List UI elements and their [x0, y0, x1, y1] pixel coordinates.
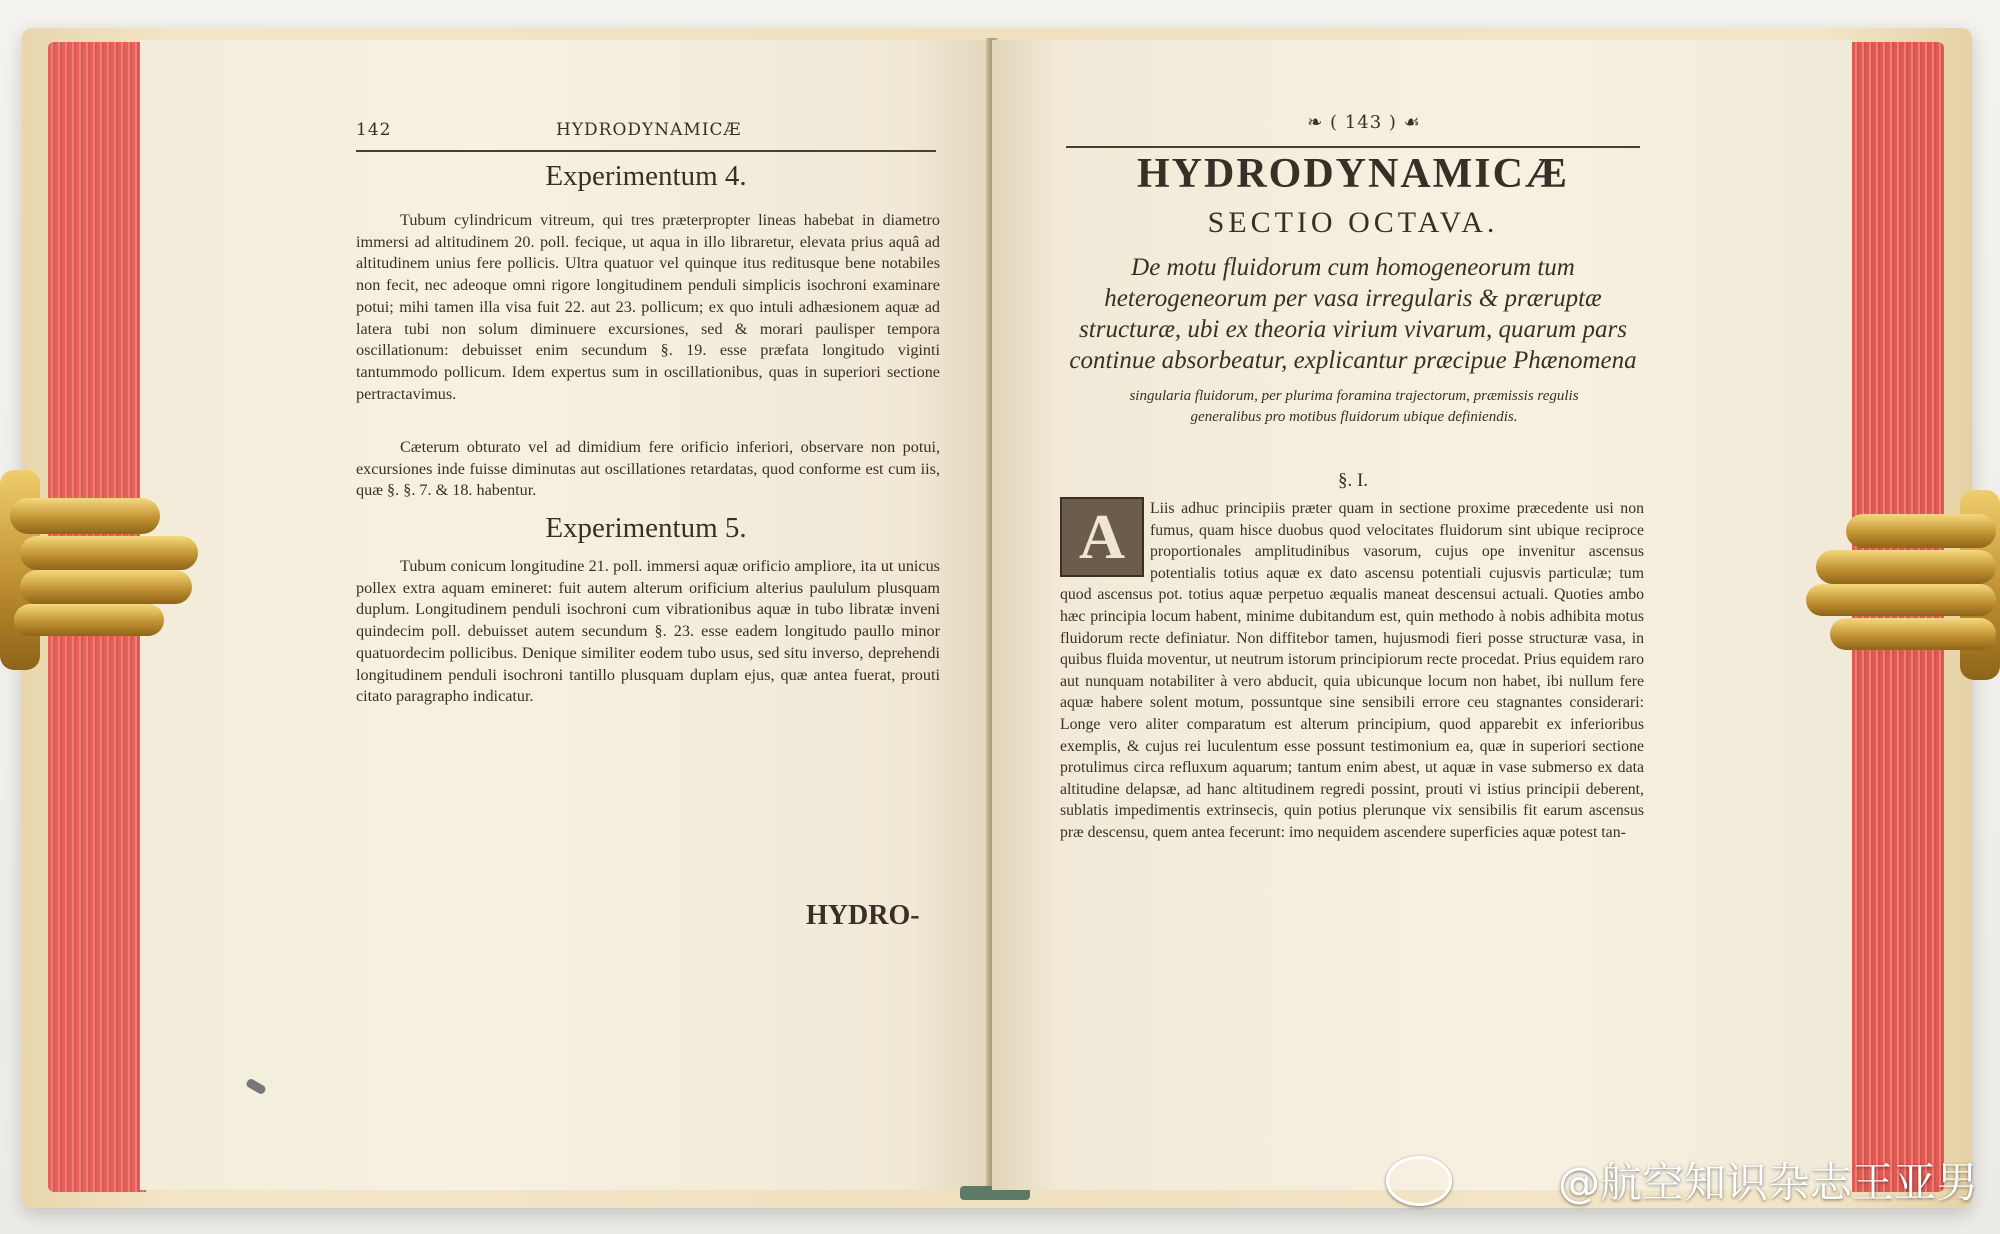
left-header-rule: [356, 150, 936, 152]
watermark-text: @航空知识杂志王亚男: [1557, 1158, 1978, 1207]
ornament-right-icon: ☙: [1396, 112, 1421, 133]
section-number: SECTIO OCTAVA.: [1207, 206, 1499, 239]
experiment-5-paragraph: Tubum conicum longitudine 21. poll. immersi aquæ orificio ampliore, ita ut unicus pollex extra aquam emineret: fuit autem alterum orificium alterius paululum plusquam duplum. Longitudinem penduli isochroni cum vibrationibus aquæ in tubo libratæ inveni quindecim poll. debuisset autem secundum §. 23. esse eadem longitudo paullo minor quatuordecim pollicibus. Denique similiter eodem tubo usus, sed situ inverso, deprehendi longitudinem penduli isochroni tantillo plusquam duplam ejus, quæ antea fuerat, prouti citato paragrapho indicatur.: [356, 557, 940, 706]
section-title: HYDRODYNAMICÆ: [1137, 151, 1569, 197]
paragraph-mark: §. I.: [1337, 470, 1369, 491]
ornament-left-icon: ❧: [1307, 112, 1331, 133]
experiment-4-title: Experimentum 4.: [545, 160, 747, 192]
right-page-number: ❧ ( 143 ) ☙: [1307, 112, 1421, 133]
initial-spacer: [1060, 498, 1150, 580]
right-header-rule: [1066, 146, 1640, 148]
weibo-logo-icon: [1386, 1156, 1452, 1206]
catchword: HYDRO-: [806, 900, 920, 931]
left-page-number: 142: [356, 120, 392, 140]
brass-hand-left-icon: [0, 470, 200, 670]
experiment-4-paragraph-2: Cæterum obturato vel ad dimidium fere orificio inferiori, observare non potui, excursiones inde fuisse diminutas aut oscillationes retardatas, quod conforme est cum iis, quæ §. §. 7. & 18. habentur.: [356, 438, 940, 500]
brass-hand-right-icon: [1800, 490, 2000, 680]
section-subtitle-large: De motu fluidorum cum homogeneorum tum heterogeneorum per vasa irregularis & præruptæ structuræ, ubi ex theoria virium vivarum, quarum pars continue absorbeatur, explicantur præcipue Phænomena: [1069, 254, 1637, 374]
decorated-initial: A: [1060, 497, 1144, 577]
experiment-5-title: Experimentum 5.: [545, 512, 747, 544]
section-body-text: Liis adhuc principiis præter quam in sectione proxime præcedente usi non fumus, quam hisce duobus quod velocitates fluidorum sint ubique reciproce proportionales amplitudinibus vasorum, cujus ope invenitur ascensus potentialis totius aquæ ex dato ascensu potentiali cujusvis particulæ; tum quod ascensus pot. totius aquæ perpetuo æqualis maneat descensui actuali. Quoties ambo hæc principia locum habent, minime dubitandum est, quin methodo à nobis adhibita motus fluidorum recte definiatur. Non diffitebor tamen, hujusmodi fieri posse structuræ vasa, in quibus fluida moventur, ut neutrum istorum principiorum recte procedat. Prius equidem raro aut nunquam notabiliter à vero abducit, quia ubicunque locum non habet, ibi nullum fere aquæ habere solent motum, possuntque sine sensibili errore ceu stagnantes considerari: Longe vero aliter comparatum est alterum principium, quod apparebit ex inferioribus exemplis, & cujus rei luculentum esse possunt testimonium ea, quæ in superiori sectione protulimus circa refluxum aquarum; tantum enim abest, ut aquæ in vase submerso ex data altitudine delapsæ, ad hanc altitudinem regredi possint, prouti vi istius principii deberent, sublatis impedimentis extrinsecis, quin potius plerunque vix sensibilis fit earum ascensus præ descensu, quem antea fecerunt: imo nequidem ascendere superficies aquæ potest tan-: [1060, 500, 1644, 841]
left-running-head: HYDRODYNAMICÆ: [556, 120, 742, 140]
experiment-4-paragraph-1: Tubum cylindricum vitreum, qui tres præterpropter lineas habebat in diametro immersi ad altitudinem 20. poll. fecique, ut aqua in illo libraretur, elevata prius aquâ ad altitudinem unius fere pollicis. Ultra quatuor vel quinque itus reditusque bene notabiles non fecit, nec adeoque omni rigore longitudinem penduli simplicis isochroni examinare potui; mihi tamen illa visa fuit 22. aut 23. pollicum; ex quo intuli adhæsionem aquæ ad latera tubi non solum diminuere excursiones, sed & morari paulisper tempora oscillationum: debuisset enim secundum §. 19. esse præfata longitudo viginti tantummodo pollicum. Idem expertus sum in oscillationibus, quas in superiori sectione pertractavimus.: [356, 211, 940, 403]
section-subtitle-small: singularia fluidorum, per plurima foramina trajectorum, præmissis regulis generalibus pro motibus fluidorum ubique definiendis.: [1129, 388, 1579, 425]
